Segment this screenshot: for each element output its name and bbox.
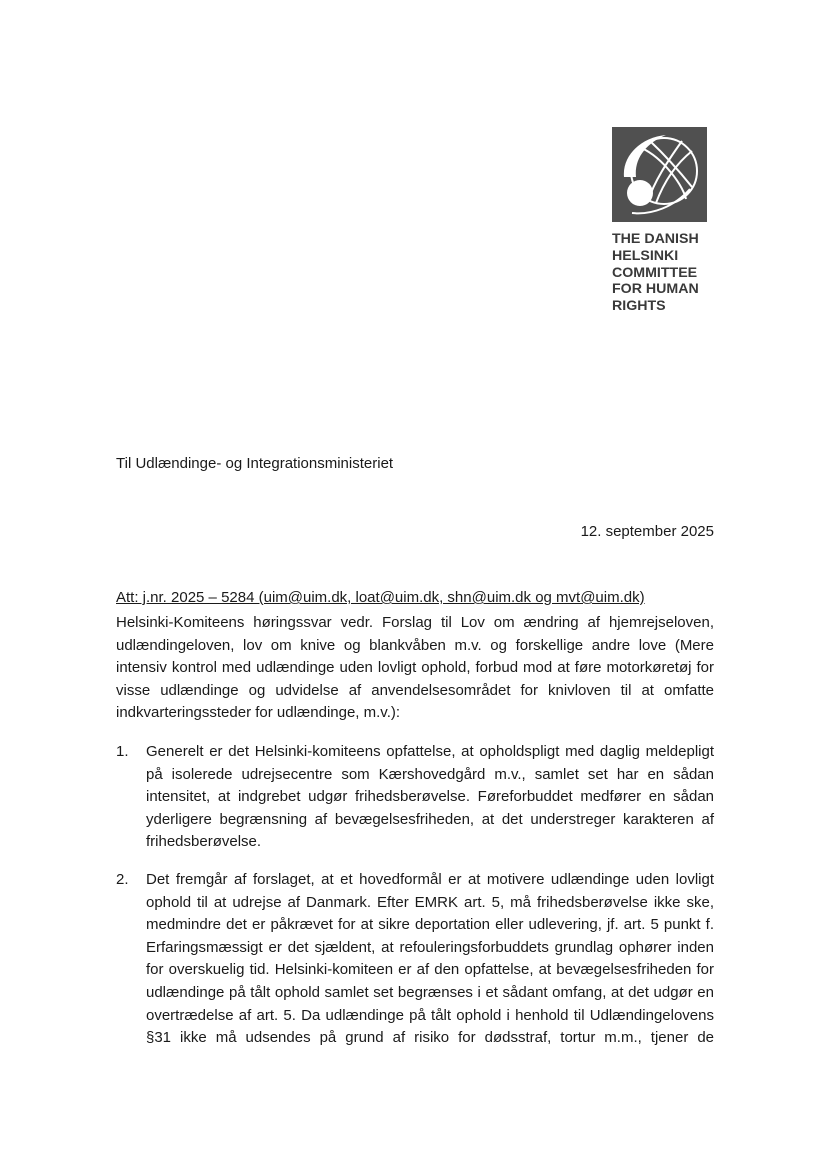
logo-line: FOR HUMAN: [612, 281, 699, 298]
recipient: Til Udlændinge- og Integrationsministeriet: [116, 455, 394, 472]
date: 12. september 2025: [580, 523, 714, 540]
intro-paragraph: Helsinki-Komiteens høringssvar vedr. Forslag til Lov om ændring af hjemrejseloven, udlændingeloven, lov om knive og blankvåben m.v. og forskellige andre love (Mere intensiv kontrol med udlændinge uden lovligt ophold, forbud mod at føre motorkøretøj for visse udlændinge og udvidelse af anvendelsesområdet for knivloven til at omfatte indkvarteringssteder for udlændinge, m.v.):: [116, 614, 714, 722]
list-number: 2.: [116, 871, 129, 888]
organization-name: [612, 231, 699, 315]
globe-icon: [612, 127, 707, 222]
list-item: 2. Det fremgår af forslaget, at et hovedformål er at motivere udlændinge uden lovligt ophold til at udrejse af Danmark. Efter EMRK art. 5, må frihedsberøvelse ikke ske, medmindre det er påkrævet for at sikre deportation eller udlevering, jf. art. 5 punkt f. Erfaringsmæssigt er det sjældent, at refouleringsforbuddets grundlag ophører inden for overskuelig tid. Helsinki-komiteen er af den opfattelse, at bevægelsesfriheden for udlændinge på tålt ophold samlet set begrænses i et sådant omfang, at det udgør en overtrædelse af art. 5. Da udlændinge på tålt ophold i henhold til Udlændingelovens §31 ikke må udsendes på grund af risiko for dødsstraf, tortur m.m., tjener de: [116, 871, 714, 1047]
logo-line: THE DANISH: [612, 231, 699, 247]
logo-mark: [612, 127, 707, 222]
logo-line: HELSINKI: [612, 247, 679, 264]
logo-line: COMMITTEE: [612, 264, 698, 281]
list-item: 1. Generelt er det Helsinki-komiteens opfattelse, at opholdspligt med daglig meldepligt på isolerede udrejsecentre som Kærshovedgård m.v., samlet set har en sådan intensitet, at indgrebet udgør frihedsberøvelse. Føreforbuddet medfører en sådan yderligere begrænsning af bevægelsesfriheden, at det understreger karakteren af frihedsberøvelse.: [116, 743, 714, 851]
list-number: 1.: [116, 743, 129, 760]
reference-line: Att: j.nr. 2025 – 5284 (uim@uim.dk, loat@uim.dk, shn@uim.dk og mvt@uim.dk): [116, 589, 645, 606]
logo-line: RIGHTS: [612, 298, 666, 315]
